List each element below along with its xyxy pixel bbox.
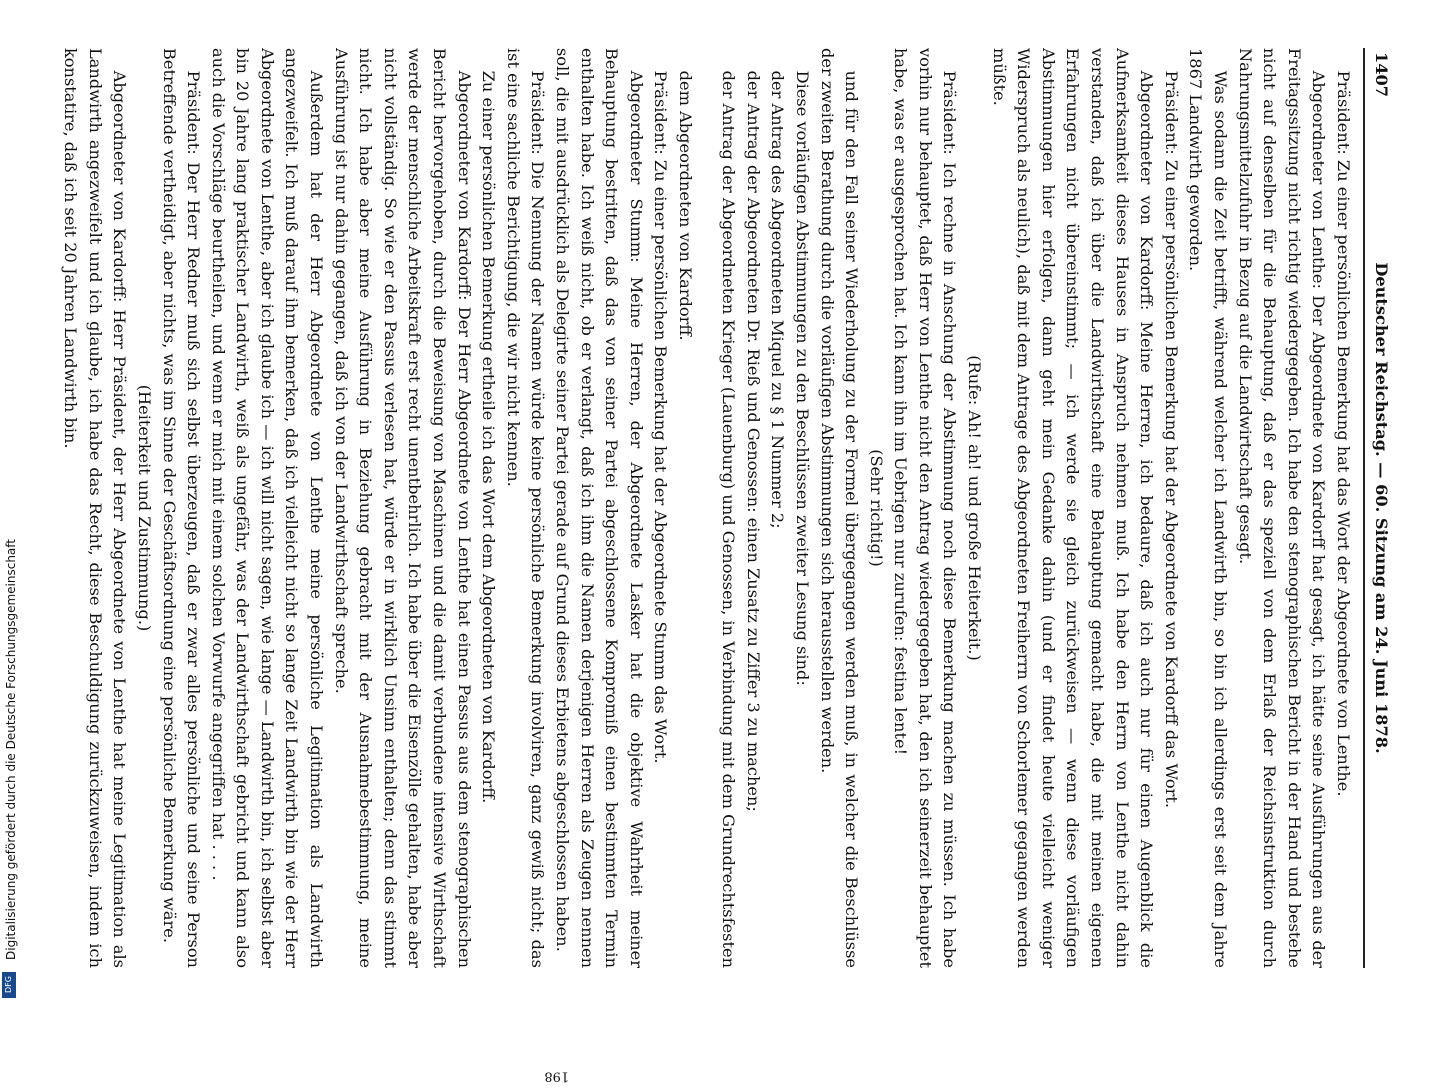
paragraph [57, 48, 58, 968]
paragraph: der Antrag des Abgeordneten Miquel zu § 1 Nummer 2; [768, 70, 788, 529]
dfg-logo: DFG [2, 972, 16, 998]
paragraph: Präsident: Zu einer persönlichen Bemerkung hat der Abgeordnete Stumm das Wort. [651, 70, 671, 764]
running-title: Deutscher Reichstag. — 60. Sitzung am 24. Juni 1878. [1372, 262, 1391, 754]
paragraph: Was sodann die Zeit betrifft, während welcher ich Landwirth bin, so bin ich allerdings erst seit dem Jahre 1867 Landwirth geworden. [1186, 48, 1231, 968]
paragraph: Abgeordneter von Kardorff: Meine Herren, ich bedaure, daß ich auch nur für einen Augenblick die Aufmerksamkeit dieses Hauses in Anspruch nehmen muß. Ich habe den Herrn von Lenthe nicht dahin verstanden, daß ich über die Landwirthschaft eine Behauptung gemacht habe, die mit meinen eigenen Erfahrungen nicht übereinstimmt; — ich werde sie gleich zurückweisen — wenn diese vorläufigen Abstimmungen hier erfolgen, dann geht mein Gedanke dahin (und er findet heute vielleicht weniger Widerspruch als neulich), daß mit dem Antrage des Abgeordneten Freiherrn von Schorlemer gegangen werden müßte. [989, 48, 1157, 968]
paragraph: der Antrag der Abgeordneten Dr. Rieß und Genossen: einen Zusatz zu Ziffer 3 zu machen; [743, 70, 763, 812]
paragraph: Diese vorläufigen Abstimmungen zu den Beschlüssen zweiter Lesung sind: [792, 70, 812, 686]
paragraph: (Rufe: Ah! ah! und große Heiterkeit.) [965, 355, 985, 661]
paragraph: Abgeordneter von Lenthe: Der Abgeordnete von Kardorff hat gesagt, ich hätte seine Ausführungen aus der Freitagssitzung nicht richtig wiedergegeben. Ich habe den stenographischen Bericht in der Hand und bestehe nicht auf denselben für die Behauptung, daß er das speziell von dem Erlaß der Reichsinstruktion durch Nahrungsmittelzufuhr in Bezug auf die Landwirtschaft gesagt. [1235, 48, 1329, 968]
footer-page-marker: 198 [544, 1068, 570, 1084]
paragraph: Präsident: Die Nennung der Namen würde keine persönliche Bemerkung involviren, ganz gewiß nicht; das ist eine sachliche Berichtigung, die wir nicht kennen. [503, 48, 548, 968]
paragraph: dem Abgeordneten von Kardorff. [676, 70, 695, 341]
digitalization-note: Digitalisierung gefördert durch die Deutsche Forschungsgemeinschaft [4, 538, 18, 960]
right-column [57, 48, 697, 968]
rotated-newspaper-page [20, 48, 1395, 1084]
page-number: 1407 [1372, 52, 1391, 98]
paragraph: Abgeordneter Stumm: Meine Herren, der Abgeordnete Lasker hat die objektive Wahrheit meiner Behauptung bestritten, daß das von seiner Partei abgeschlossene Kompromiß einen bestimmten Termin enthalten habe. Ich weiß nicht, ob er verlangt, daß ich ihm die Namen derjenigen Herren als Zeugen nennen soll, die mit ausdrücklich als Delegirte seiner Partei gerade auf Grund dieses Erbietens abgeschlossen haben. [553, 48, 646, 968]
page-header [1363, 48, 1395, 968]
paragraph: Präsident: Zu einer persönlichen Bemerkung hat der Abgeordnete von Kardorff das Wort. [1161, 70, 1181, 809]
paragraph: und für den Fall seiner Wiederholung zu der Formel übergegangen werden muß, in welcher die Beschlüsse der zweiten Berathung durch die vorläufigen Abstimmungen sich herausstellen werden. [817, 48, 862, 968]
paragraph: Abgeordneter von Kardorff: Der Herr Abgeordnete von Lenthe hat einen Passus aus dem stenographischen Bericht hervorgehoben, durch die Beweisung von Maschinen und die damit verbundene intensive Wirthschaft werde der menschliche Arbeitskraft erst recht unentbehrlich. Ich habe über die Eisenzölle gehalten, habe aber nicht vollständig. So wie er den Passus verlesen hat, würde er in wirklich Unsinn enthalten; denn das stimmt nicht. Ich habe aber meine Ausführung in Beziehung gebracht mit der Ausnahmebestimmung, meine Ausführung ist nur dahin gegangen, daß ich von der Landwirthschaft spreche. [331, 48, 474, 968]
paragraph: (Sehr richtig!) [866, 449, 886, 567]
left-column [715, 48, 1355, 968]
paragraph: Präsident: Der Herr Redner muß sich selbst überzeugen, daß er zwar alles persönliche und seine Person Betreffende vertheidigt, aber nichts, was im Sinne der Geschäftsordnung eine persönliche Bemerkung wäre. [159, 48, 204, 968]
paragraph: der Antrag der Abgeordneten Krieger (Lauenburg) und Genossen, in Verbindung mit dem Grundrechtsfesten [719, 70, 739, 968]
paragraph: Präsident: Zu einer persönlichen Bemerkung hat das Wort der Abgeordnete von Lenthe. [1334, 70, 1353, 797]
paragraph: Zu einer persönlichen Bemerkung ertheile ich das Wort dem Abgeordneten von Kardorff. [479, 70, 499, 804]
paragraph: Präsident: Ich rechne in Anschung der Abstimmung noch diese Bemerkung machen zu müssen. Ich habe vorhin nur behauptet, daß Herr von Lenthe nicht den Antrag wiedergegeben hat, den ich seinerzeit behauptet habe, was er ausgesprochen hat. Ich kann ihn im Uebrigen nur zurufen: festina lente! [891, 48, 960, 968]
paragraph: (Heiterkeit und Zustimmung.) [134, 384, 154, 632]
paragraph: Abgeordneter von Kardorff: Herr Präsident, der Herr Abgeordnete von Lenthe hat meine Legitimation als Landwirth angezweifelt und ich glaube, ich habe das Recht, diese Beschuldigung zurückzuweisen, indem ich konstatire, daß ich seit 20 Jahren Landwirth bin. [61, 48, 130, 968]
paragraph: Außerdem hat der Herr Abgeordnete von Lenthe meine persönliche Legitimation als Landwirth angezweifelt. Ich muß darauf ihm bemerken, daß ich vielleicht nicht so lange Zeit Landwirth bin wie der Herr Abgeordnete von Lenthe, aber ich glaube ich — ich will nicht sagen, wie lange — Landwirth bin, ich selbst aber bin 20 Jahre lang praktischer Landwirth, weiß als ungefähr, was der Landwirthschaft gebricht und kann also auch die Vorschläge beurtheilen, und wenn er mich mit einem solchen Vorwurfe angegriffen hat . . . . [208, 48, 327, 968]
